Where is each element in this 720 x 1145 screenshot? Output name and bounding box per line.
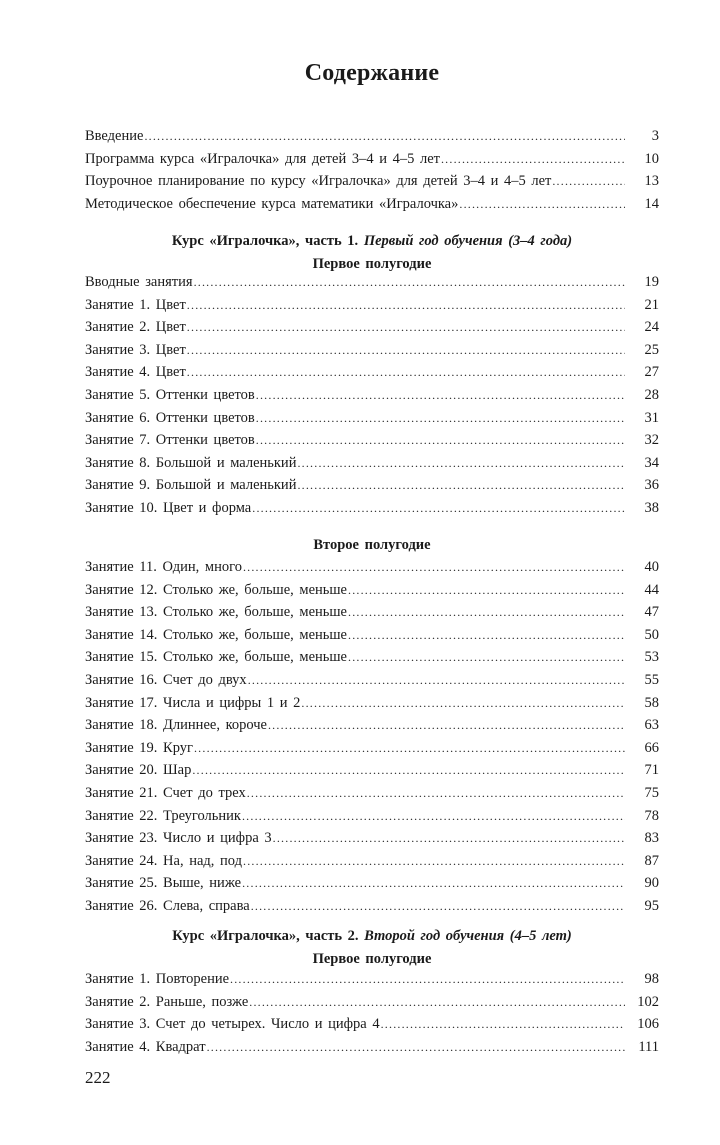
toc-entry-page-number: 55 xyxy=(644,671,659,688)
toc-entry-title: Занятие 5. Оттенки цветов xyxy=(85,386,255,403)
dot-leader xyxy=(256,388,625,403)
toc-entry xyxy=(85,1039,659,1062)
part1-semester2-section xyxy=(85,534,659,557)
toc-entry xyxy=(85,274,659,297)
part1-semester1-heading: Первое полугодие xyxy=(312,256,432,272)
toc-entry-title: Занятие 4. Квадрат xyxy=(85,1038,206,1055)
toc-entry-title: Занятие 26. Слева, справа xyxy=(85,897,250,914)
toc-entry xyxy=(85,740,659,763)
toc-entry-page-number: 44 xyxy=(644,581,659,598)
dot-leader xyxy=(247,786,625,801)
dot-leader xyxy=(187,343,625,358)
toc-entry-title: Занятие 13. Столько же, больше, меньше xyxy=(85,604,347,621)
toc-entry-page-number: 14 xyxy=(644,195,659,212)
toc-entry xyxy=(85,695,659,718)
toc-entry-title: Занятие 18. Длиннее, короче xyxy=(85,717,267,734)
toc-entry xyxy=(85,898,659,921)
toc-entry-title: Занятие 3. Счет до четырех. Число и цифра 4 xyxy=(85,1016,380,1033)
toc-entry xyxy=(85,559,659,582)
toc-entry-title: Занятие 8. Большой и маленький xyxy=(85,454,297,471)
toc-entry xyxy=(85,785,659,808)
dot-leader xyxy=(144,129,625,144)
toc-entry xyxy=(85,994,659,1017)
dot-leader xyxy=(297,478,625,493)
dot-leader xyxy=(459,197,625,212)
toc-entry xyxy=(85,319,659,342)
toc-entry xyxy=(85,477,659,500)
toc-entry-title: Вводные занятия xyxy=(85,274,193,290)
dot-leader xyxy=(242,876,625,891)
dot-leader xyxy=(381,1017,625,1032)
toc-entry xyxy=(85,762,659,785)
toc-entry-page-number: 24 xyxy=(644,319,659,336)
toc-entry-page-number: 38 xyxy=(644,499,659,516)
toc-entry-page-number: 111 xyxy=(638,1038,659,1055)
dot-leader xyxy=(243,560,625,575)
toc-entry-title: Методическое обеспечение курса математики «Игралочка» xyxy=(85,195,459,212)
toc-entry-page-number: 75 xyxy=(644,784,659,801)
toc-entry xyxy=(85,455,659,478)
toc-entry-title: Занятие 22. Треугольник xyxy=(85,807,241,824)
toc-entry-page-number: 27 xyxy=(644,364,659,381)
toc-entry-page-number: 34 xyxy=(644,454,659,471)
toc-entry-title: Занятие 1. Цвет xyxy=(85,296,186,313)
toc-entry xyxy=(85,830,659,853)
toc-entry-title: Занятие 9. Большой и маленький xyxy=(85,477,297,494)
dot-leader xyxy=(187,365,625,380)
part1-section xyxy=(85,230,659,276)
dot-leader xyxy=(252,501,625,516)
toc-entry-title: Занятие 25. Выше, ниже xyxy=(85,875,242,892)
part1-semester2-entries xyxy=(85,559,659,921)
toc-entry xyxy=(85,128,659,151)
toc-entry-title: Занятие 7. Оттенки цветов xyxy=(85,432,255,449)
toc-entry-page-number: 21 xyxy=(644,296,659,313)
toc-entry-page-number: 53 xyxy=(644,649,659,666)
toc-entry-page-number: 71 xyxy=(644,762,659,779)
toc-entry-page-number: 83 xyxy=(644,830,659,847)
toc-entry-page-number: 90 xyxy=(644,875,659,892)
dot-leader xyxy=(192,763,625,778)
part2-heading xyxy=(85,925,659,948)
dot-leader xyxy=(348,583,625,598)
toc-entry-page-number: 106 xyxy=(637,1016,659,1033)
dot-leader xyxy=(242,809,625,824)
part2-heading-bold: Курс «Игралочка», часть 2. xyxy=(172,928,365,944)
toc-entry-page-number: 32 xyxy=(644,432,659,449)
toc-entry xyxy=(85,875,659,898)
toc-entry-title: Поурочное планирование по курсу «Игралочка» для детей 3–4 и 4–5 лет xyxy=(85,173,552,190)
part2-semester1-entries xyxy=(85,971,659,1061)
dot-leader xyxy=(348,605,625,620)
toc-entry xyxy=(85,604,659,627)
toc-entry xyxy=(85,410,659,433)
toc-entry-page-number: 78 xyxy=(644,807,659,824)
toc-entry-title: Занятие 4. Цвет xyxy=(85,364,186,381)
dot-leader xyxy=(301,696,625,711)
toc-entry xyxy=(85,500,659,523)
dot-leader xyxy=(256,433,625,448)
toc-entry-title: Занятие 19. Круг xyxy=(85,739,193,756)
toc-entry-page-number: 66 xyxy=(644,739,659,756)
dot-leader xyxy=(348,628,625,643)
part1-heading-italic: Первый год обучения (3–4 года) xyxy=(363,233,573,249)
toc-entry xyxy=(85,364,659,387)
toc-entry-title: Занятие 11. Один, много xyxy=(85,559,242,575)
dot-leader xyxy=(194,741,625,756)
dot-leader xyxy=(256,411,625,426)
toc-entry-title: Занятие 24. На, над, под xyxy=(85,852,242,869)
toc-entry-page-number: 50 xyxy=(644,626,659,643)
toc-entry-page-number: 3 xyxy=(651,128,659,144)
part2-section xyxy=(85,925,659,971)
toc-entry xyxy=(85,649,659,672)
toc-entry-title: Занятие 10. Цвет и форма xyxy=(85,499,252,516)
toc-entry-title: Занятие 23. Число и цифра 3 xyxy=(85,830,272,847)
toc-entry xyxy=(85,432,659,455)
toc-entry-page-number: 10 xyxy=(644,150,659,167)
toc-entry-title: Занятие 21. Счет до трех xyxy=(85,784,246,801)
page-title: Содержание xyxy=(304,60,440,86)
toc-entry-page-number: 31 xyxy=(644,409,659,426)
intro-entries xyxy=(85,128,659,218)
toc-entry xyxy=(85,808,659,831)
toc-entry-title: Занятие 1. Повторение xyxy=(85,971,230,987)
dot-leader xyxy=(243,854,625,869)
footer-page-number: 222 xyxy=(85,1068,111,1087)
part1-semester1-entries xyxy=(85,274,659,523)
toc-entry-page-number: 25 xyxy=(644,341,659,358)
part1-semester2-heading: Второе полугодие xyxy=(313,537,431,553)
toc-entry-page-number: 47 xyxy=(644,604,659,621)
toc-entry xyxy=(85,173,659,196)
toc-entry-page-number: 87 xyxy=(644,852,659,869)
dot-leader xyxy=(187,320,625,335)
dot-leader xyxy=(441,152,625,167)
toc-entry-title: Занятие 2. Раньше, позже xyxy=(85,993,249,1010)
toc-entry-title: Занятие 15. Столько же, больше, меньше xyxy=(85,649,347,666)
toc-entry-page-number: 13 xyxy=(644,173,659,190)
dot-leader xyxy=(230,972,625,987)
toc-entry xyxy=(85,151,659,174)
toc-entry-page-number: 40 xyxy=(644,559,659,575)
toc-entry-page-number: 58 xyxy=(644,694,659,711)
toc-entry-title: Занятие 20. Шар xyxy=(85,762,192,779)
toc-entry xyxy=(85,1016,659,1039)
toc-entry-page-number: 28 xyxy=(644,386,659,403)
part2-semester1-heading: Первое полугодие xyxy=(312,951,432,967)
toc-entry-title: Занятие 12. Столько же, больше, меньше xyxy=(85,581,347,598)
toc-entry-page-number: 63 xyxy=(644,717,659,734)
toc-entry-title: Занятие 6. Оттенки цветов xyxy=(85,409,255,426)
part1-heading-bold: Курс «Игралочка», часть 1. xyxy=(171,233,364,249)
toc-entry xyxy=(85,971,659,994)
dot-leader xyxy=(248,673,625,688)
dot-leader xyxy=(552,174,625,189)
toc-entry xyxy=(85,582,659,605)
dot-leader xyxy=(268,718,625,733)
dot-leader xyxy=(251,899,625,914)
dot-leader xyxy=(273,831,625,846)
toc-entry xyxy=(85,853,659,876)
toc-entry-title: Занятие 14. Столько же, больше, меньше xyxy=(85,626,347,643)
toc-entry-page-number: 36 xyxy=(644,477,659,494)
dot-leader xyxy=(207,1040,625,1055)
dot-leader xyxy=(249,995,625,1010)
dot-leader xyxy=(194,275,625,290)
toc-entry-page-number: 102 xyxy=(637,993,659,1010)
toc-entry xyxy=(85,297,659,320)
dot-leader xyxy=(348,650,625,665)
part2-heading-italic: Второй год обучения (4–5 лет) xyxy=(364,928,572,944)
toc-entry xyxy=(85,717,659,740)
toc-entry-title: Программа курса «Игралочка» для детей 3–4 и 4–5 лет xyxy=(85,150,440,167)
toc-entry-title: Занятие 16. Счет до двух xyxy=(85,671,247,688)
toc-entry-page-number: 19 xyxy=(644,274,659,290)
part1-heading xyxy=(85,230,659,253)
toc-entry-title: Занятие 2. Цвет xyxy=(85,319,186,336)
toc-entry-page-number: 98 xyxy=(644,971,659,987)
toc-entry xyxy=(85,627,659,650)
toc-entry xyxy=(85,672,659,695)
toc-entry xyxy=(85,342,659,365)
toc-entry xyxy=(85,196,659,219)
dot-leader xyxy=(297,456,625,471)
toc-entry-page-number: 95 xyxy=(644,897,659,914)
dot-leader xyxy=(187,298,625,313)
toc-entry xyxy=(85,387,659,410)
toc-entry-title: Введение xyxy=(85,128,144,144)
toc-entry-title: Занятие 3. Цвет xyxy=(85,341,186,358)
toc-entry-title: Занятие 17. Числа и цифры 1 и 2 xyxy=(85,694,301,711)
